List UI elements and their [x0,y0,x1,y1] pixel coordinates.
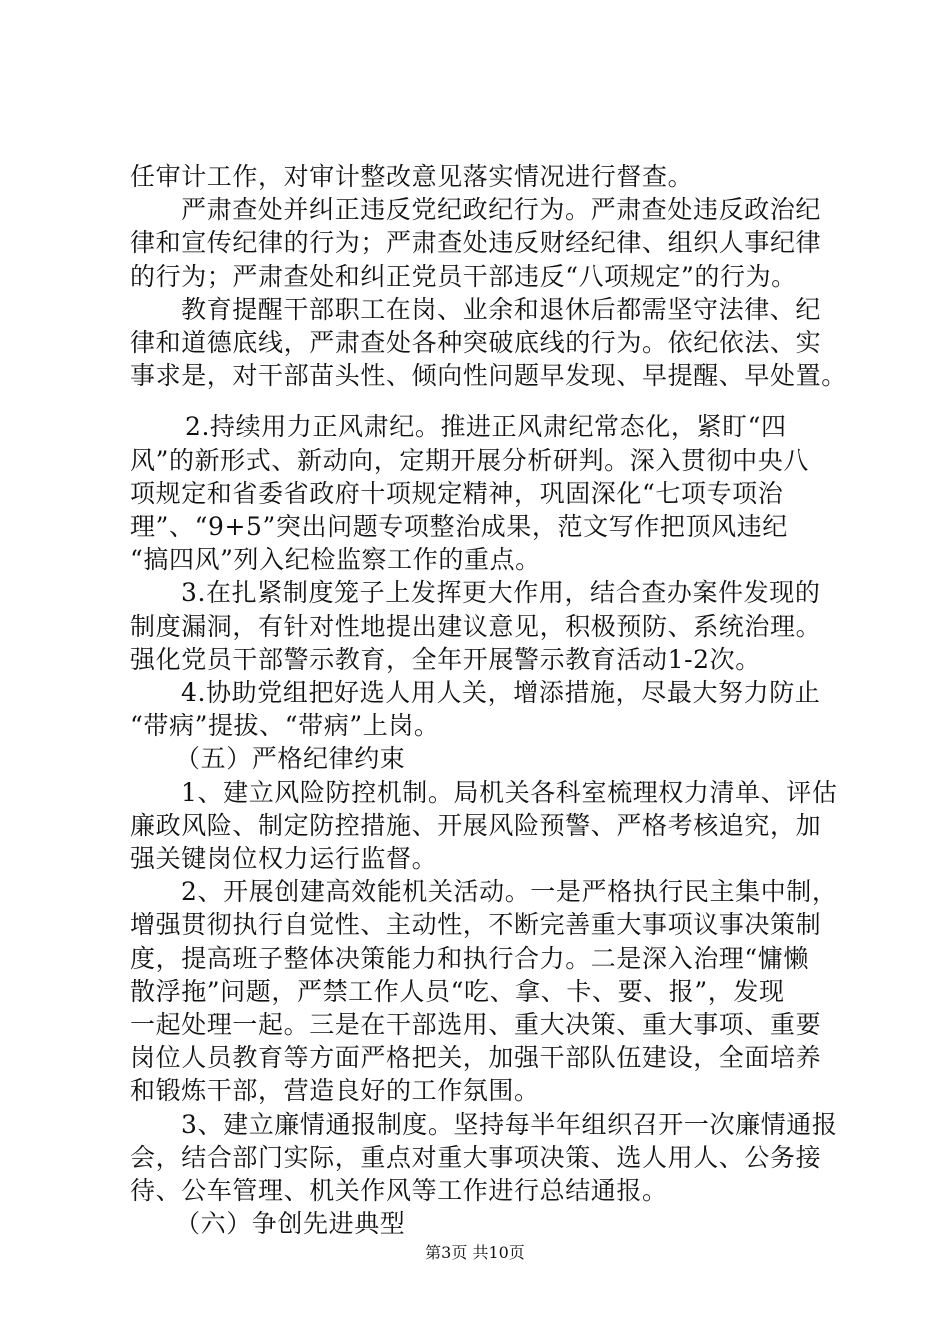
body-text-line: 严肃查处并纠正违反党纪政纪行为。严肃查处违反政治纪 [181,195,822,224]
body-text-line: 任审计工作，对审计整改意见落实情况进行督查。 [130,162,694,191]
body-text-line: 和锻炼干部，营造良好的工作氛围。 [130,1076,540,1105]
body-text-line: 3、建立廉情通报制度。坚持每半年组织召开一次廉情通报 [181,1110,838,1139]
section-heading: （五）严格纪律约束 [175,744,406,773]
body-text-line: 事求是，对干部苗头性、倾向性问题早发现、早提醒、早处置。 [130,361,847,390]
body-text-line: 强化党员干部警示教育，全年开展警示教育活动1-2次。 [130,645,761,674]
body-text-line: 散浮拖”问题，严禁工作人员“吃、拿、卡、要、报”，发现 [130,977,785,1006]
body-text-line: 1、建立风险防控机制。局机关各科室梳理权力清单、评估 [181,778,838,807]
body-text-line: 岗位人员教育等方面严格把关，加强干部队伍建设，全面培养 [130,1043,822,1072]
body-text-line: 2、开展创建高效能机关活动。一是严格执行民主集中制， [181,877,838,906]
body-text-line: 制度漏洞，有针对性地提出建议意见，积极预防、系统治理。 [130,612,822,641]
body-text-line: 理”、“9+5”突出问题专项整治成果，范文写作把顶风违纪 [130,512,788,541]
body-text-line: 风”的新形式、新动向，定期开展分析研判。深入贯彻中央八 [130,446,809,475]
body-text-line: 廉政风险、制定防控措施、开展风险预警、严格考核追究，加 [130,811,822,840]
body-text-line: 教育提醒干部职工在岗、业余和退休后都需坚守法律、纪 [181,295,822,324]
section-heading: （六）争创先进典型 [175,1209,406,1238]
body-text-line: 3.在扎紧制度笼子上发挥更大作用，结合查办案件发现的 [181,578,821,607]
body-text-line: “带病”提拔、“带病”上岗。 [130,711,440,740]
page-number-footer: 第3页 共10页 [425,1243,525,1262]
body-text-line: 律和宣传纪律的行为；严肃查处违反财经纪律、组织人事纪律 [130,228,822,257]
body-text-line: 待、公车管理、机关作风等工作进行总结通报。 [130,1176,668,1205]
body-text-line: “搞四风”列入纪检监察工作的重点。 [130,545,541,574]
body-text-line: 强关键岗位权力运行监督。 [130,844,438,873]
body-text-line: 2.持续用力正风肃纪。推进正风肃纪常态化，紧盯“四 [185,412,787,441]
body-text-line: 的行为；严肃查处和纠正党员干部违反“八项规定”的行为。 [130,262,797,291]
body-text-line: 度，提高班子整体决策能力和执行合力。二是深入治理“慵懒 [130,944,809,973]
body-text-line: 一起处理一起。三是在干部选用、重大决策、重大事项、重要 [130,1010,822,1039]
body-text-line: 4.协助党组把好选人用人关，增添措施，尽最大努力防止 [181,678,821,707]
body-text-line: 律和道德底线，严肃查处各种突破底线的行为。依纪依法、实 [130,328,822,357]
body-text-line: 项规定和省委省政府十项规定精神，巩固深化“七项专项治 [130,479,784,508]
body-text-line: 会，结合部门实际，重点对重大事项决策、选人用人、公务接 [130,1143,822,1172]
body-text-line: 增强贯彻执行自觉性、主动性，不断完善重大事项议事决策制 [130,910,822,939]
